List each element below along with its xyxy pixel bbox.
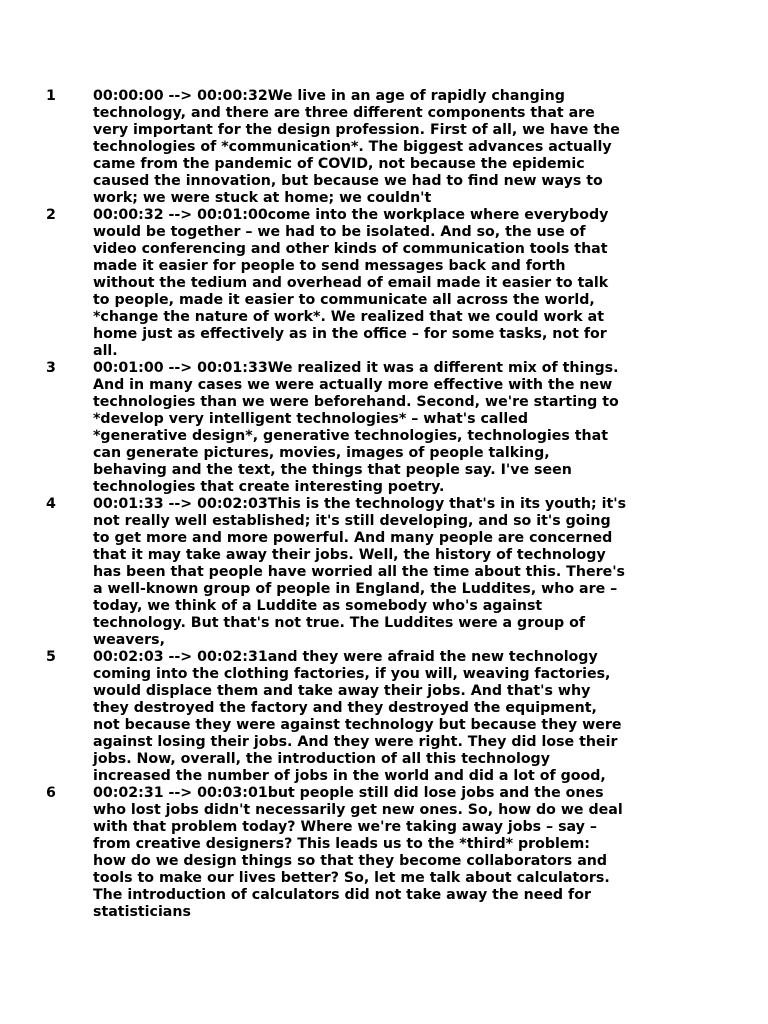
entry-number: 2 (46, 207, 56, 223)
transcript-entry (46, 207, 686, 360)
entry-text: 00:01:00 --> 00:01:33We realized it was a different mix of things. And in many cases we were actually more effective with the new technologies than we were beforehand. Second, we're starting to *develop very intelligent technologies* – what's called *generative design*, generative technologies, technologies that can generate pictures, movies, images of people talking, behaving and the text, the things that people say. I've seen technologies that create interesting poetry. (93, 360, 619, 495)
entry-number: 1 (46, 88, 56, 104)
entry-text: 00:02:03 --> 00:02:31and they were afraid the new technology coming into the clothing factories, if you will, weaving factories, would displace them and take away their jobs. And that's why they destroyed the factory and they destroyed the equipment, not because they were against technology but because they were against losing their jobs. And they were right. They did lose their jobs. Now, overall, the introduction of all this technology increased the number of jobs in the world and did a lot of good, (93, 649, 622, 784)
entry-text: 00:02:31 --> 00:03:01but people still did lose jobs and the ones who lost jobs didn't necessarily get new ones. So, how do we deal with that problem today? Where we're taking away jobs – say – from creative designers? This leads us to the *third* problem: how do we design things so that they become collaborators and tools to make our lives better? So, let me talk about calculators. The introduction of calculators did not take away the need for statisticians (93, 785, 623, 920)
entry-number: 4 (46, 496, 56, 512)
entry-text: 00:00:00 --> 00:00:32We live in an age of rapidly changing technology, and there are three different components that are very important for the design profession. First of all, we have the technologies of *communication*. The biggest advances actually came from the pandemic of COVID, not because the epidemic caused the innovation, but because we had to find new ways to work; we were stuck at home; we couldn't (93, 88, 620, 206)
entry-number: 5 (46, 649, 56, 665)
transcript-entry (46, 649, 686, 785)
transcript-entry (46, 785, 686, 921)
transcript-entry (46, 360, 686, 496)
entry-number: 3 (46, 360, 56, 376)
entry-text: 00:01:33 --> 00:02:03This is the technology that's in its youth; it's not really well established; it's still developing, and so it's going to get more and more powerful. And many people are concerned that it may take away their jobs. Well, the history of technology has been that people have worried all the time about this. There's a well-known group of people in England, the Luddites, who are – today, we think of a Luddite as somebody who's against technology. But that's not true. The Luddites were a group of weavers, (93, 496, 627, 648)
transcript-list (46, 88, 686, 921)
entry-number: 6 (46, 785, 56, 801)
entry-text: 00:00:32 --> 00:01:00come into the workplace where everybody would be together – we had to be isolated. And so, the use of video conferencing and other kinds of communication tools that made it easier for people to send messages back and forth without the tedium and overhead of email made it easier to talk to people, made it easier to communicate all across the world, *change the nature of work*. We realized that we could work at home just as effectively as in the office – for some tasks, not for all. (93, 207, 609, 359)
transcript-entry (46, 88, 686, 207)
transcript-entry (46, 496, 686, 649)
